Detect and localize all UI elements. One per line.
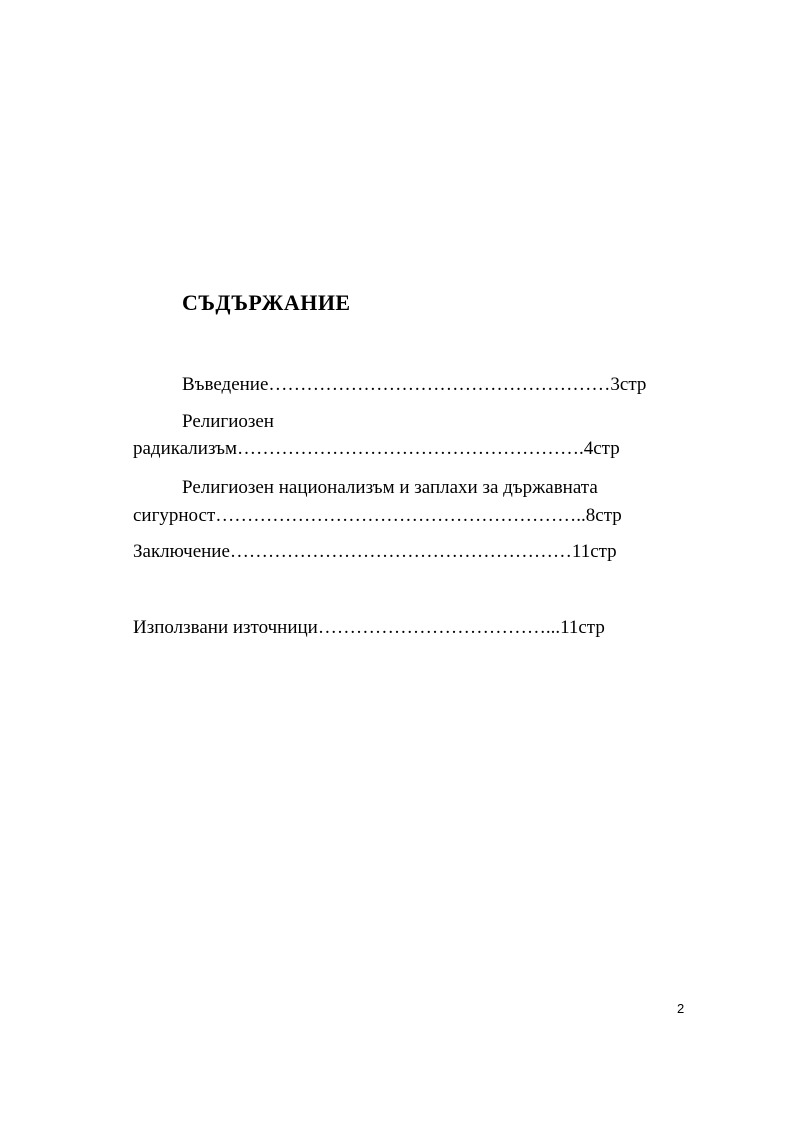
toc-title: СЪДЪРЖАНИЕ bbox=[182, 290, 351, 315]
toc-entry-religious-radicalism-line1: Религиозен bbox=[182, 411, 274, 432]
toc-entry-religious-radicalism-line2: радикализъм……………………………………………….4стр bbox=[133, 438, 620, 459]
toc-entry-religious-nationalism-line2: сигурност…………………………………………………..8стр bbox=[133, 505, 622, 526]
toc-entry-introduction: Въведение………………………………………………3стр bbox=[182, 374, 647, 395]
toc-entry-religious-nationalism-line1: Религиозен национализъм и заплахи за държавната bbox=[182, 477, 598, 498]
toc-entry-sources: Използвани източници………………………………...11стр bbox=[133, 617, 605, 638]
toc-entry-conclusion: Заключение………………………………………………11стр bbox=[133, 541, 617, 562]
page-number: 2 bbox=[677, 1001, 685, 1016]
